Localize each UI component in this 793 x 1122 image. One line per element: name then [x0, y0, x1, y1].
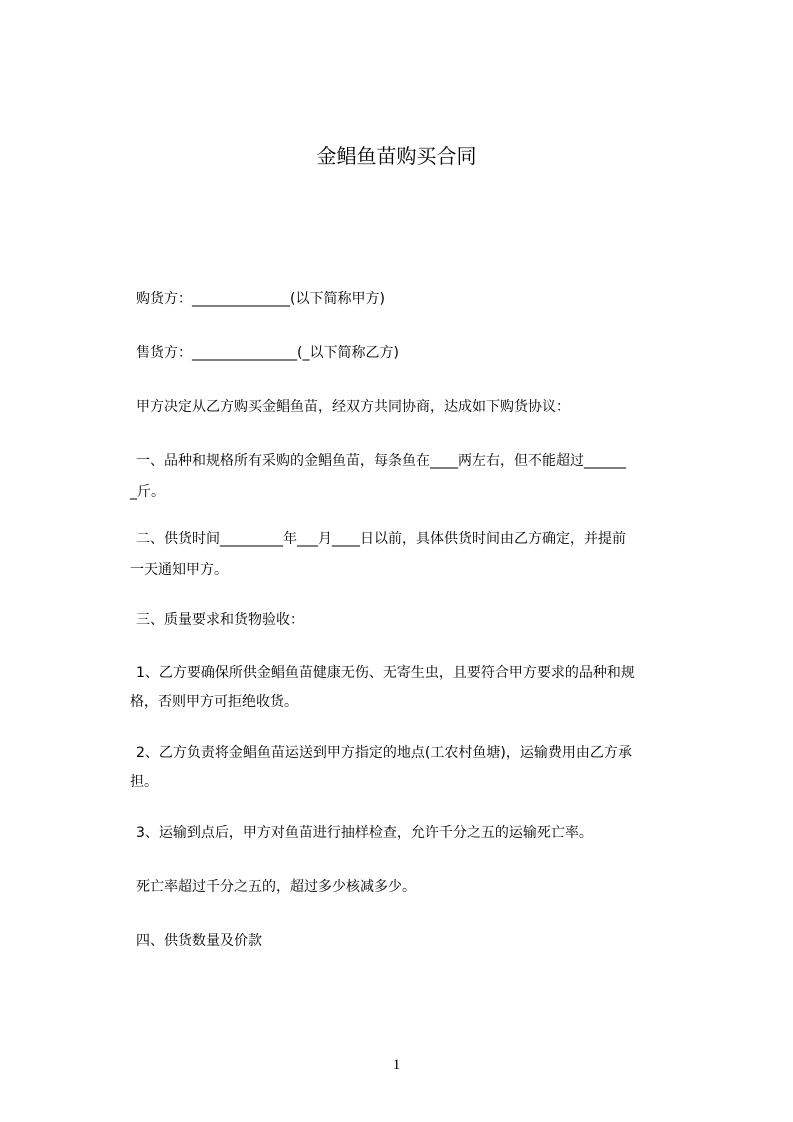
clause-3-item-2-line-2: 担。	[130, 774, 158, 790]
clause-2-line-1: 二、供货时间_________年___月____日以前，具体供货时间由乙方确定，并提前	[136, 531, 626, 547]
buyer-line: 购货方：______________(以下简称甲方)	[136, 291, 385, 307]
clause-3-item-3: 3、运输到点后，甲方对鱼苗进行抽样检查，允许千分之五的运输死亡率。	[136, 825, 593, 841]
clause-3-item-3-note: 死亡率超过千分之五的，超过多少核减多少。	[136, 879, 416, 895]
clause-4-heading: 四、供货数量及价款	[136, 933, 262, 949]
clause-3-item-2-line-1: 2、乙方负责将金鲳鱼苗运送到甲方指定的地点(工农村鱼塘)，运输费用由乙方承	[136, 745, 632, 761]
seller-line: 售货方：_______________(_以下简称乙方)	[136, 345, 399, 361]
clause-1-line-1: 一、品种和规格所有采购的金鲳鱼苗，每条鱼在____两左右，但不能超过______	[136, 453, 626, 469]
clause-3-item-1-line-2: 格，否则甲方可拒绝收货。	[130, 694, 298, 710]
clause-3-item-1-line-1: 1、乙方要确保所供金鲳鱼苗健康无伤、无寄生虫，且要符合甲方要求的品种和规	[136, 665, 635, 681]
agreement-intro: 甲方决定从乙方购买金鲳鱼苗，经双方共同协商，达成如下购货协议：	[136, 399, 570, 415]
document-title: 金鲳鱼苗购买合同	[316, 144, 477, 168]
clause-3-heading: 三、质量要求和货物验收：	[136, 612, 304, 628]
page-number: 1	[392, 1057, 401, 1073]
clause-1-line-2: _斤。	[130, 484, 165, 500]
clause-2-line-2: 一天通知甲方。	[130, 562, 228, 578]
